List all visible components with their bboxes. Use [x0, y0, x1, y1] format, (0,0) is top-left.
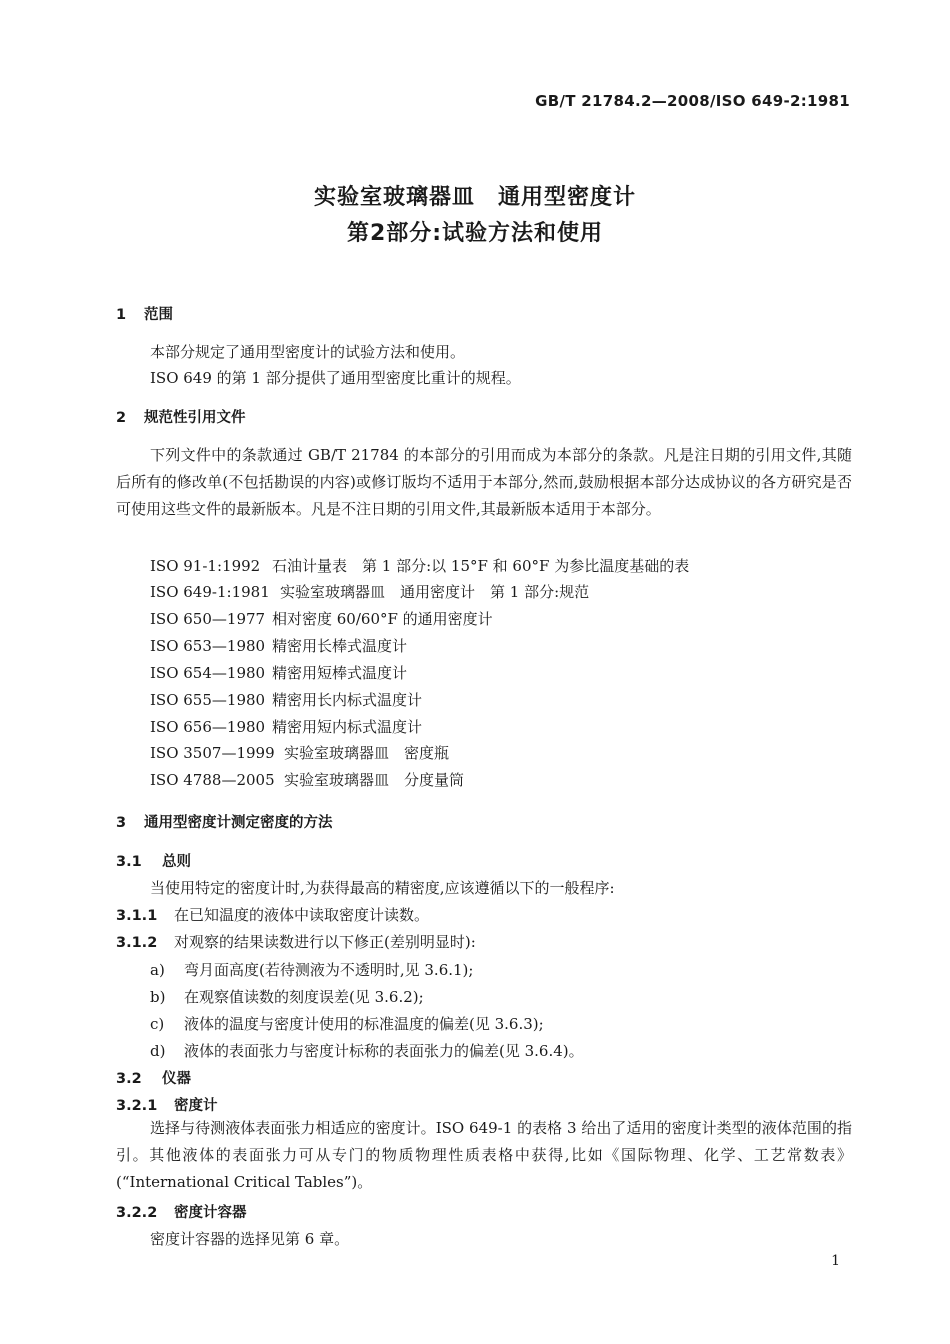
ref-item [150, 770, 464, 790]
section-number: 2 [116, 410, 127, 426]
list-text: 弯月面高度(若待测液为不透明时,见 3.6.1); [184, 961, 474, 979]
section-title: 总则 [162, 854, 191, 870]
section-2-heading [116, 408, 246, 428]
section-number: 3.2 [116, 1071, 142, 1087]
list-text: 液体的温度与密度计使用的标准温度的偏差(见 3.6.3); [184, 1015, 544, 1033]
ref-item [150, 609, 493, 629]
ref-code: ISO 655—1980 [150, 691, 266, 709]
ref-item [150, 636, 407, 656]
ref-title: 实验室玻璃器皿 分度量筒 [284, 771, 465, 789]
section-title: 通用型密度计测定密度的方法 [144, 815, 333, 831]
list-label: a) [150, 961, 165, 979]
clause-number: 3.1.2 [116, 935, 158, 951]
section-number: 3.1 [116, 854, 142, 870]
ref-title: 精密用短内标式温度计 [272, 718, 423, 736]
ref-code: ISO 91-1:1992 [150, 557, 261, 575]
subsection-3-2-heading [116, 1069, 191, 1089]
clause-3-1-2 [116, 932, 476, 953]
section-number: 1 [116, 307, 127, 323]
ref-item [150, 663, 407, 683]
section-2-body: 下列文件中的条款通过 GB/T 21784 的本部分的引用而成为本部分的条款。凡是注日期的引用文件,其随后所有的修改单(不包括勘误的内容)或修订版均不适用于本部分,然而,鼓励根据本部分达成协议的各方研究是否可使用这些文件的最新版本。凡是不注日期的引用文件,其最新版本适用于本部分。 [116, 446, 852, 518]
list-item [150, 960, 473, 980]
ref-title: 精密用长棒式温度计 [272, 637, 408, 655]
list-item [150, 1014, 544, 1034]
document-title-line1: 实验室玻璃器皿 通用型密度计 [313, 185, 636, 210]
section-title: 密度计容器 [174, 1205, 247, 1221]
subsection-3-2-2-body: 密度计容器的选择见第 6 章。 [150, 1230, 350, 1248]
subsection-3-1-body: 当使用特定的密度计时,为获得最高的精密度,应该遵循以下的一般程序: [150, 879, 615, 897]
ref-title: 石油计量表 第 1 部分:以 15°F 和 60°F 为参比温度基础的表 [272, 557, 690, 575]
section-title: 规范性引用文件 [144, 410, 246, 426]
document-title-line2: 第2部分:试验方法和使用 [346, 221, 604, 246]
list-label: d) [150, 1042, 166, 1060]
subsection-3-2-1-heading [116, 1096, 218, 1116]
clause-text: 在已知温度的液体中读取密度计读数。 [174, 906, 430, 924]
subsection-3-1-heading [116, 852, 191, 872]
section-number: 3.2.2 [116, 1205, 158, 1221]
page-number: 1 [831, 1253, 840, 1269]
ref-item [150, 717, 422, 737]
subsection-3-2-1-body: 选择与待测液体表面张力相适应的密度计。ISO 649-1 的表格 3 给出了适用的密度计类型的液体范围的指引。其他液体的表面张力可从专门的物质物理性质表格中获得,比如《国际物理、化学、工艺常数表》(“International Critical Tables”)。 [116, 1119, 852, 1191]
clause-text: 对观察的结果读数进行以下修正(差别明显时): [174, 933, 476, 951]
ref-title: 精密用长内标式温度计 [272, 691, 423, 709]
ref-code: ISO 4788—2005 [150, 771, 275, 789]
list-text: 在观察值读数的刻度误差(见 3.6.2); [184, 988, 424, 1006]
standard-code: GB/T 21784.2—2008/ISO 649-2:1981 [535, 92, 850, 110]
section-1-paragraph-1: 本部分规定了通用型密度计的试验方法和使用。 [150, 343, 466, 361]
ref-code: ISO 653—1980 [150, 637, 266, 655]
list-label: c) [150, 1015, 165, 1033]
ref-code: ISO 654—1980 [150, 664, 266, 682]
section-1-heading [116, 305, 173, 325]
ref-item [150, 690, 422, 710]
list-item [150, 987, 424, 1007]
ref-code: ISO 3507—1999 [150, 744, 275, 762]
ref-title: 精密用短棒式温度计 [272, 664, 408, 682]
ref-item [150, 743, 449, 763]
section-title: 密度计 [174, 1098, 218, 1114]
section-number: 3 [116, 815, 127, 831]
list-item [150, 1041, 584, 1061]
section-title: 仪器 [162, 1071, 191, 1087]
clause-3-1-1 [116, 905, 429, 926]
section-1-paragraph-2: ISO 649 的第 1 部分提供了通用型密度比重计的规程。 [150, 369, 521, 387]
ref-code: ISO 649-1:1981 [150, 583, 270, 601]
ref-item [150, 582, 589, 602]
list-text: 液体的表面张力与密度计标称的表面张力的偏差(见 3.6.4)。 [184, 1042, 584, 1060]
section-number: 3.2.1 [116, 1098, 158, 1114]
ref-code: ISO 656—1980 [150, 718, 266, 736]
ref-title: 相对密度 60/60°F 的通用密度计 [272, 610, 493, 628]
ref-title: 实验室玻璃器皿 通用密度计 第 1 部分:规范 [280, 583, 590, 601]
section-title: 范围 [144, 307, 173, 323]
subsection-3-2-2-heading [116, 1203, 247, 1223]
list-label: b) [150, 988, 166, 1006]
ref-title: 实验室玻璃器皿 密度瓶 [284, 744, 450, 762]
section-3-heading [116, 813, 333, 833]
clause-number: 3.1.1 [116, 908, 158, 924]
ref-code: ISO 650—1977 [150, 610, 266, 628]
ref-item [150, 556, 689, 576]
